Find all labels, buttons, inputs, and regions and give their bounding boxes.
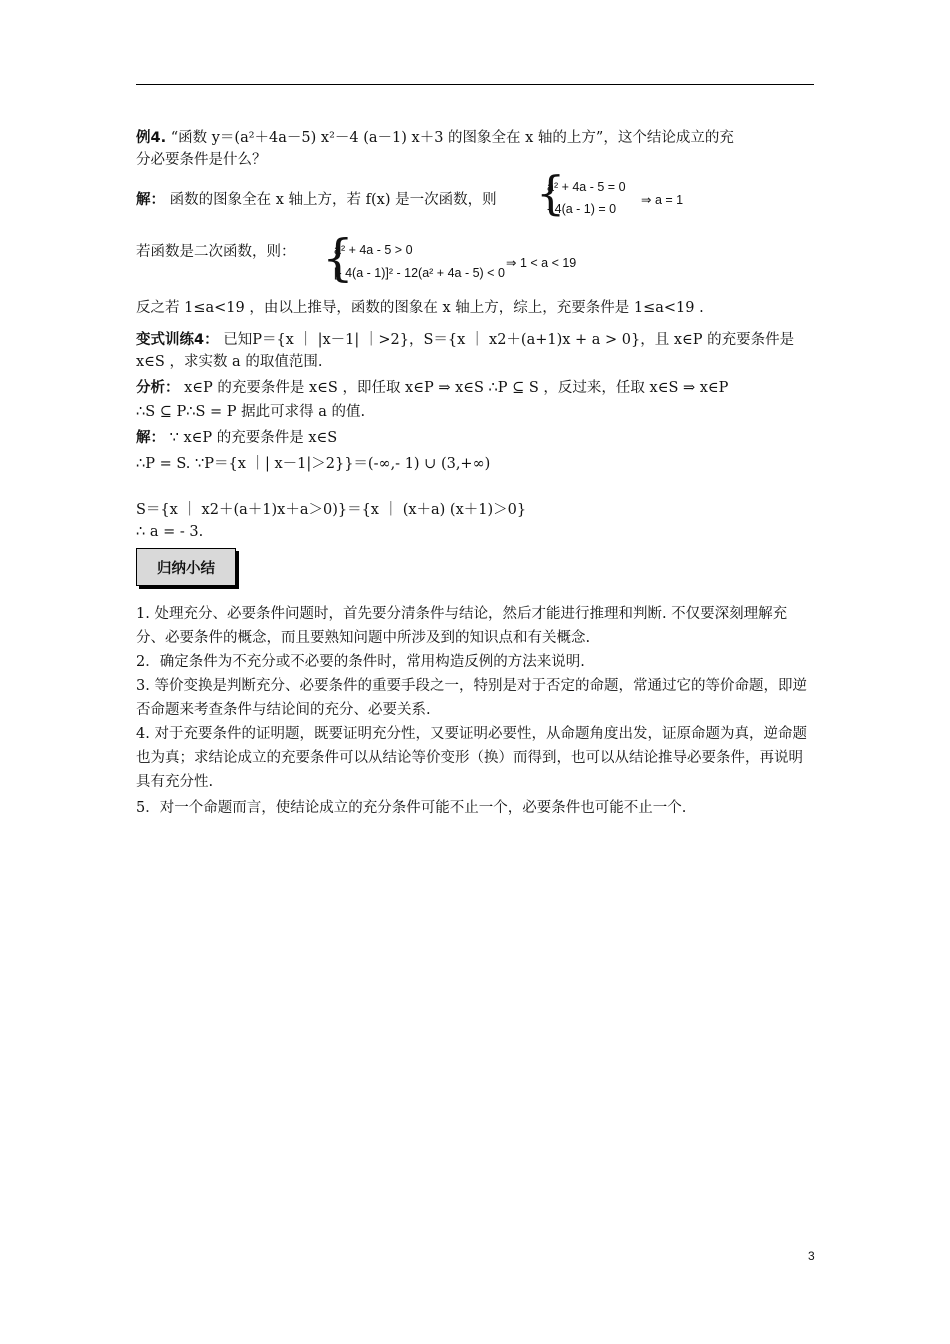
solution-line [136,190,497,210]
quadratic-row-2: [- 4(a - 1)]² - 12(a² + 4a - 5) < 0 [334,266,505,280]
variant-text-1: 已知P＝{x ｜ |x－1| ｜>2}，S＝{x ｜ x2＋(a+1)x + a > 0}，且 x∈P 的充要条件是 [223,332,795,348]
summary-item-5: 5．对一个命题而言，使结论成立的充分条件可能不止一个，必要条件也可能不止一个. [136,800,687,816]
system-result: ⇒ a = 1 [641,193,684,207]
answer-label: 解： [136,430,165,446]
answer-line-4: ∴ a = - 3. [136,524,204,540]
answer-text-1: ∵ x∈P 的充要条件是 x∈S [169,430,338,446]
summary-item-1: 1. 处理充分、必要条件问题时，首先要分清条件与结论，然后才能进行推理和判断. 不仅要深刻理解充分、必要条件的概念，而且要熟知问题中所涉及到的知识点和有关概念. [136,606,788,646]
example-label: 例4. [136,130,167,146]
summary-item-2: 2．确定条件为不充分或不必要的条件时，常用构造反例的方法来说明. [136,654,585,670]
variant-line-2: x∈S ，求实数 a 的取值范围. [136,354,323,370]
example-line-2: 分必要条件是什么？ [136,152,267,168]
analysis-text-1: x∈P 的充要条件是 x∈S ，即任取 x∈P ⇒ x∈S ∴P ⊆ S ，反过来，任取 x∈S ⇒ x∈P [184,380,729,396]
quadratic-text: 若函数是二次函数，则： [136,244,296,260]
quadratic-row-1: a² + 4a - 5 > 0 [334,243,413,257]
answer-line-1 [136,428,337,448]
example-line-1 [136,128,734,148]
page-number: 3 [808,1249,815,1263]
analysis-line-2: ∴S ⊆ P∴S = P 据此可求得 a 的值. [136,404,366,420]
left-brace: { [536,166,566,220]
summary-heading: 归纳小结 [157,560,215,577]
answer-line-3: S＝{x ｜ x2＋(a＋1)x＋a＞0)}＝{x ｜ (x＋a) (x＋1)＞0} [136,502,527,518]
answer-line-2: ∴P = S. ∵P＝{x ｜| x－1|＞2}}＝(-∞,- 1) ∪ (3,+∞) [136,456,491,472]
analysis-label: 分析： [136,380,180,396]
system-row-1: a² + 4a - 5 = 0 [547,180,626,194]
example-text-1: “函数 y＝(a²＋4a－5) x²－4 (a－1) x＋3 的图象全在 x 轴的上方”，这个结论成立的充 [170,130,734,146]
solution-conclusion: 反之若 1≤a<19 ，由以上推导，函数的图象在 x 轴上方，综上，充要条件是 1≤a<19 . [136,300,704,316]
left-brace-2: { [322,229,354,287]
summary-item-3: 3. 等价变换是判断充分、必要条件的重要手段之一，特别是对于否定的命题，常通过它的等价命题，即逆否命题来考查条件与结论间的充分、必要关系. [136,678,807,718]
analysis-line-1 [136,378,728,398]
quadratic-result: ⇒ 1 < a < 19 [506,256,577,270]
solution-label: 解： [136,192,165,208]
variant-label: 变式训练4： [136,332,219,348]
system-row-2: - 4(a - 1) = 0 [547,202,617,216]
summary-heading-box [136,548,236,586]
summary-item-4: 4. 对于充要条件的证明题，既要证明充分性，又要证明必要性，从命题角度出发，证原命题为真，逆命题也为真；求结论成立的充要条件可以从结论等价变形（换）而得到，也可以从结论推导必要条件，再说明具有充分性. [136,726,807,790]
header-rule [136,84,814,85]
variant-line-1 [136,330,794,350]
solution-text: 函数的图象全在 x 轴上方，若 f(x) 是一次函数，则 [169,192,497,208]
